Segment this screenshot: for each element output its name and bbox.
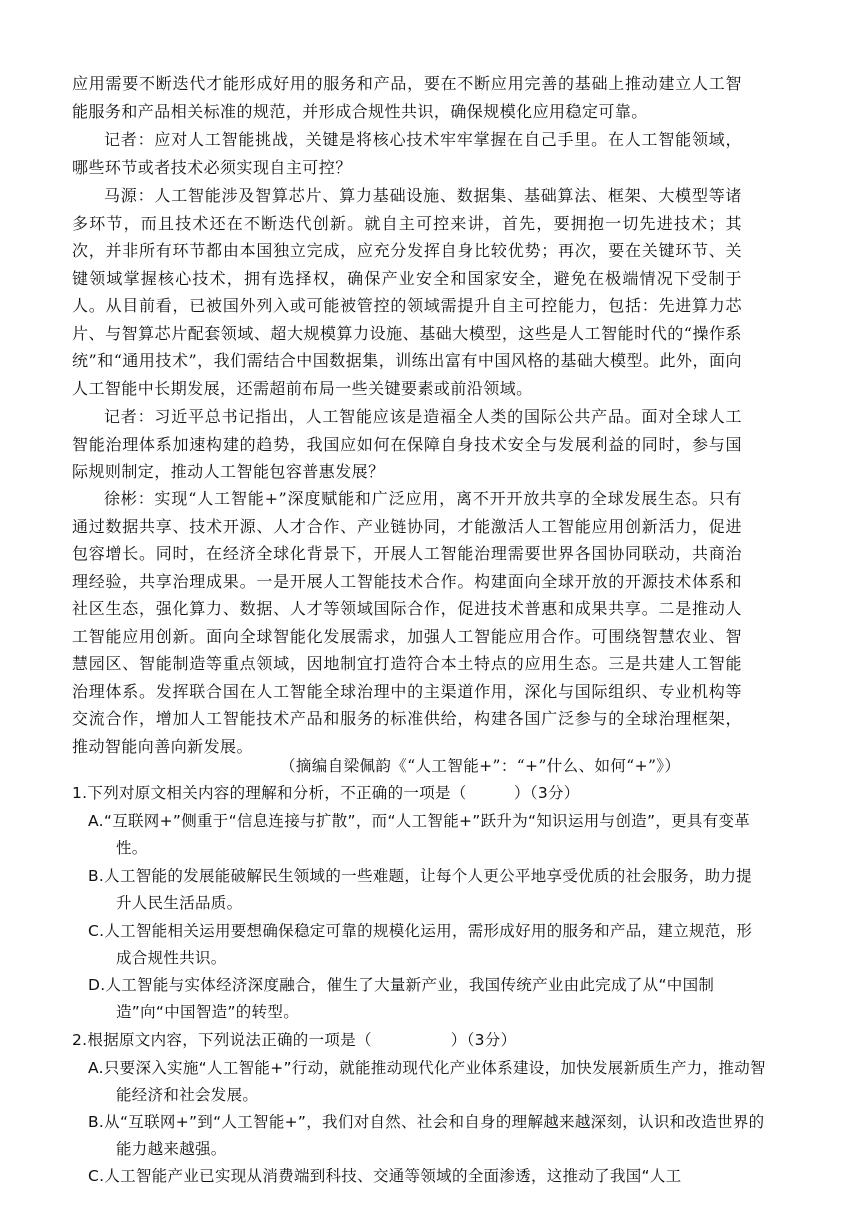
question-1-option-a: A.“互联网+”侧重于“信息连接与扩散”，而“人工智能+”跃升为“知识运用与创造”，更具有变革性。 [88, 812, 751, 857]
question-1-option-b: B.人工智能的发展能破解民生领域的一些难题，让每个人更公平地享受优质的社会服务，助力提升人民生活品质。 [88, 867, 752, 912]
question-1-stem: 1.下列对原文相关内容的理解和分析，不正确的一项是（ ）（3分） [72, 784, 580, 802]
question-2-option-b: B.从“互联网+”到“人工智能+”，我们对自然、社会和自身的理解越来越深刻，认识和改造世界的能力越来越强。 [88, 1113, 765, 1158]
paragraph-continuation: 应用需要不断迭代才能形成好用的服务和产品，要在不断应用完善的基础上推动建立人工智能服务和产品相关标准的规范，并形成合规性共识，确保规模化应用稳定可靠。 [72, 74, 742, 121]
question-1-option-c: C.人工智能相关运用要想确保稳定可靠的规模化运用，需形成好用的服务和产品，建立规范，形成合规性共识。 [88, 922, 753, 967]
paragraph-xubin-answer: 徐彬：实现“人工智能+”深度赋能和广泛应用，离不开开放共享的全球发展生态。只有通过数据共享、技术开源、人才合作、产业链协同，才能激活人工智能应用创新活力，促进包容增长。同时，在经济全球化背景下，开展人工智能治理需要世界各国协同联动，共商治理经验，共享治理成果。一是开展人工智能技术合作。构建面向全球开放的开源技术体系和社区生态，强化算力、数据、人才等领域国际合作，促进技术普惠和成果共享。二是推动人工智能应用创新。面向全球智能化发展需求，加强人工智能应用合作。可围绕智慧农业、智慧园区、智能制造等重点领域，因地制宜打造符合本土特点的应用生态。三是共建人工智能治理体系。发挥联合国在人工智能全球治理中的主渠道作用，深化与国际组织、专业机构等交流合作，增加人工智能技术产品和服务的标准供给，构建各国广泛参与的全球治理框架，推动智能向善向新发展。 [72, 489, 742, 756]
question-2-option-c: C.人工智能产业已实现从消费端到科技、交通等领域的全面渗透，这推动了我国“人工 [88, 1167, 682, 1185]
source-citation: （摘编自梁佩韵《“人工智能+”：“+”什么、如何“+”》） [280, 757, 681, 775]
question-1-option-d: D.人工智能与实体经济深度融合，催生了大量新产业，我国传统产业由此完成了从“中国制造”向“中国智造”的转型。 [88, 976, 715, 1021]
question-2-option-a: A.只要深入实施“人工智能+”行动，就能推动现代化产业体系建设，加快发展新质生产力，推动智能经济和社会发展。 [88, 1059, 766, 1104]
paragraph-mayuan-answer: 马源：人工智能涉及智算芯片、算力基础设施、数据集、基础算法、框架、大模型等诸多环节，而且技术还在不断迭代创新。就自主可控来讲，首先，要拥抱一切先进技术；其次，并非所有环节都由本国独立完成，应充分发挥自身比较优势；再次，要在关键环节、关键领域掌握核心技术，拥有选择权，确保产业安全和国家安全，避免在极端情况下受制于人。从目前看，已被国外列入或可能被管控的领域需提升自主可控能力，包括：先进算力芯片、与智算芯片配套领域、超大规模算力设施、基础大模型，这些是人工智能时代的“操作系统”和“通用技术”，我们需结合中国数据集，训练出富有中国风格的基础大模型。此外，面向人工智能中长期发展，还需超前布局一些关键要素或前沿领域。 [72, 186, 742, 398]
paragraph-reporter-q2: 记者：习近平总书记指出，人工智能应该是造福全人类的国际公共产品。面对全球人工智能治理体系加速构建的趋势，我国应如何在保障自身技术安全与发展利益的同时，参与国际规则制定，推动人工智能包容普惠发展？ [72, 407, 742, 481]
paragraph-reporter-q1: 记者：应对人工智能挑战，关键是将核心技术牢牢掌握在自己手里。在人工智能领域，哪些环节或者技术必须实现自主可控？ [72, 130, 742, 177]
question-2-stem: 2.根据原文内容，下列说法正确的一项是（ ）（3分） [72, 1031, 517, 1049]
